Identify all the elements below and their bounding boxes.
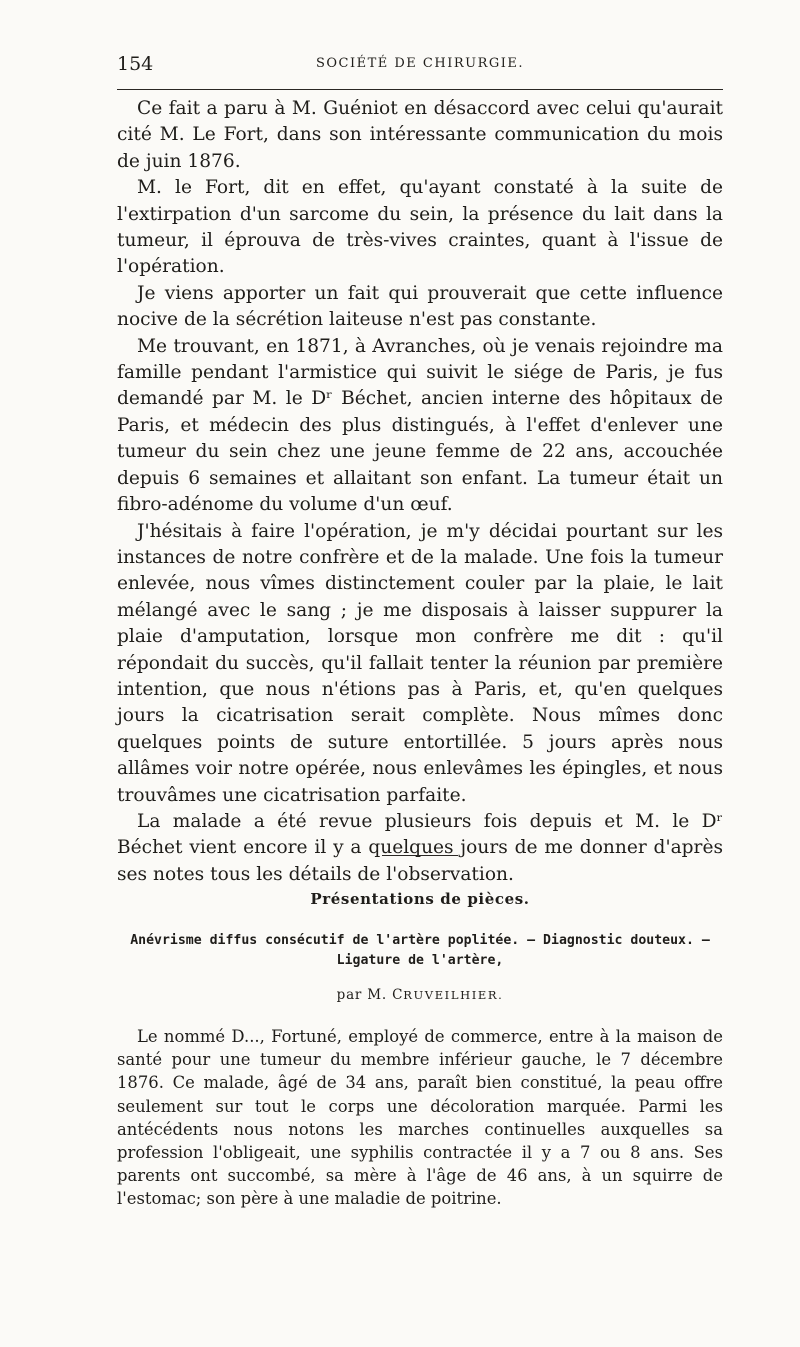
main-text <box>117 96 723 888</box>
running-head <box>117 50 723 78</box>
page-number: 154 <box>117 53 154 75</box>
paragraph: Je viens apporter un fait qui prouverait que cette influence nocive de la sécrétion laiteuse n'est pas constante. <box>117 282 723 331</box>
author-initial: C <box>392 987 404 1003</box>
paragraph: Le nommé D..., Fortuné, employé de commerce, entre à la maison de santé pour une tumeur du membre inférieur gauche, le 7 décembre 1876. Ce malade, âgé de 34 ans, paraît bien constitué, la peau offre seulement sur tout le corps une décoloration marquée. Parmi les antécédents nous notons les marches continuelles auxquelles sa profession l'obligeait, une syphilis contractée il y a 7 ou 8 ans. Ses parents ont succombé, sa mère à l'âge de 46 ans, à un squirre de l'estomac; son père à une maladie de poitrine. <box>117 1027 723 1209</box>
section-title: Présentations de pièces. <box>310 890 530 908</box>
article-title-line: Anévrisme diffus consécutif de l'artère poplitée. — Diagnostic douteux. — <box>130 933 710 948</box>
observation-text <box>117 1025 723 1211</box>
paragraph: La malade a été revue plusieurs fois depuis et M. le Dʳ Béchet vient encore il y a quelques jours de me donner d'après ses notes tous les détails de l'observation. <box>117 810 723 885</box>
paragraph: Me trouvant, en 1871, à Avranches, où je venais rejoindre ma famille pendant l'armistice qui suivit le siége de Paris, je fus demandé par M. le Dʳ Béchet, ancien interne des hôpitaux de Paris, et médecin des plus distingués, à l'effet d'enlever une tumeur du sein chez une jeune femme de 22 ans, accouchée depuis 6 semaines et allaitant son enfant. La tumeur était un fibro-adénome du volume d'un œuf. <box>117 335 723 516</box>
article-author <box>117 987 723 1003</box>
article-title-line: Ligature de l'artère, <box>336 953 504 968</box>
running-title: SOCIÉTÉ DE CHIRURGIE. <box>315 56 525 71</box>
paragraph: Ce fait a paru à M. Guéniot en désaccord avec celui qu'aurait cité M. Le Fort, dans son intéressante communication du mois de juin 1876. <box>117 98 723 172</box>
header-rule <box>117 89 723 90</box>
author-name: RUVEILHIER. <box>403 988 504 1002</box>
section-separator-rule <box>382 855 458 856</box>
author-prefix: par M. <box>336 987 387 1003</box>
paragraph: M. le Fort, dit en effet, qu'ayant constaté à la suite de l'extirpation d'un sarcome du sein, la présence du lait dans la tumeur, il éprouva de très-vives craintes, quant à l'issue de l'opération. <box>117 177 723 278</box>
article-title <box>117 931 723 971</box>
paragraph: J'hésitais à faire l'opération, je m'y décidai pourtant sur les instances de notre confrère et de la malade. Une fois la tumeur enlevée, nous vîmes distinctement couler par la plaie, le lait mélangé avec le sang ; je me disposais à laisser suppurer la plaie d'amputation, lorsque mon confrère me dit : qu'il répondait du succès, qu'il fallait tenter la réunion par première intention, que nous n'étions pas à Paris, et, qu'en quelques jours la cicatrisation serait complète. Nous mîmes donc quelques points de suture entortillée. 5 jours après nous allâmes voir notre opérée, nous enlevâmes les épingles, et nous trouvâmes une cicatrisation parfaite. <box>117 520 723 806</box>
